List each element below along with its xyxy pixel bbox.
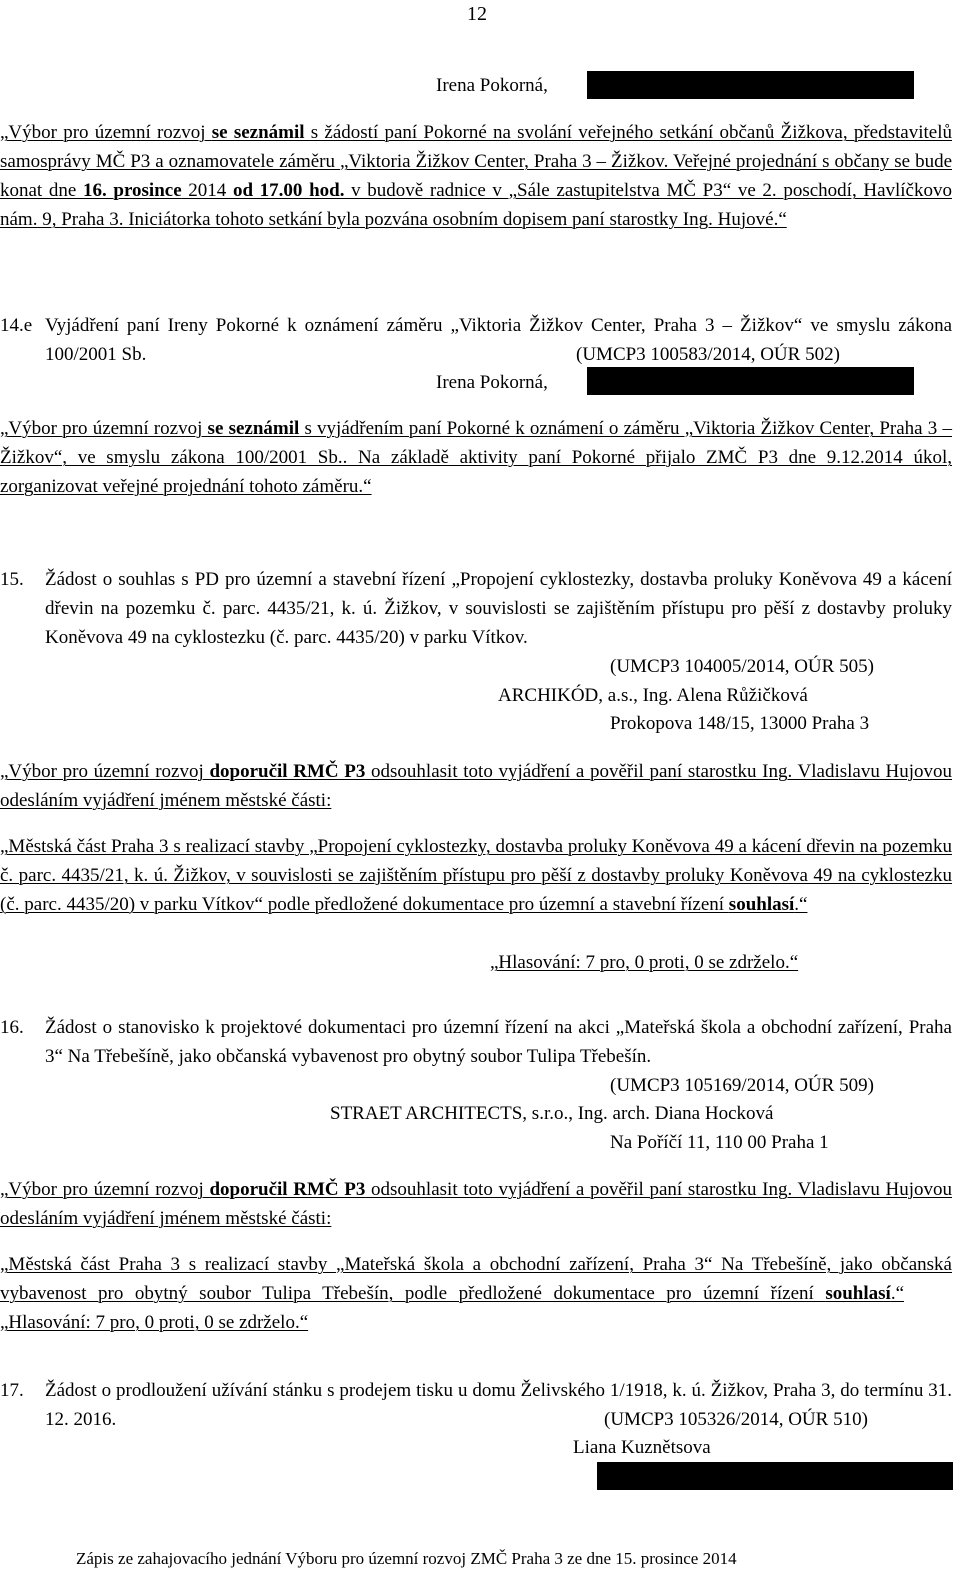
vote-result: „Hlasování: 7 pro, 0 proti, 0 se zdrželo.“ (0, 1312, 309, 1333)
statement-lead: „Městská část Praha 3 s realizací stavby „Mateřská škola a obchodní zařízení, Praha 3“ Na Třebešíně, jako občanská vybavenost pro obytný soubor Tulipa Třebešín, podle předložené dokumentace pro územní řízení (0, 1254, 952, 1304)
resolution-emphasis: se seznámil (211, 122, 305, 143)
item-title-text: Žádost o prodloužení užívání stánku s prodejem tisku u domu Želivského 1/1918, k. ú. Žižkov, Praha 3, do termínu 31. 12. 2016. (45, 1380, 952, 1430)
resolution-text (0, 1175, 952, 1233)
petitioner-name: Irena Pokorná, (436, 372, 548, 393)
statement-end: .“ (890, 1283, 904, 1304)
resolution-emphasis: od 17.00 hod. (232, 180, 345, 201)
redaction-bar (597, 1462, 953, 1490)
statement-verb: souhlasí (728, 894, 795, 915)
redaction-bar (587, 367, 914, 395)
applicant-address: Prokopova 148/15, 13000 Praha 3 (610, 713, 870, 734)
page-number: 12 (467, 3, 487, 25)
resolution-text (0, 757, 952, 815)
petitioner-name: Irena Pokorná, (436, 75, 548, 96)
statement-end: .“ (794, 894, 808, 915)
statement-text (0, 1250, 952, 1337)
statement-lead: „Městská část Praha 3 s realizací stavby „Propojení cyklostezky, dostavba proluky Koněvova 49 a kácení dřevin na pozemku č. parc. 4435/21, k. ú. Žižkov, v souvislosti se zajištěním přístupu pro pěší z dostavby proluky Koněvova 49 na cyklostezku (č. parc. 4435/20) v parku Vítkov“ podle předložené dokumentace pro územní a stavební řízení (0, 836, 952, 915)
applicant-name: STRAET ARCHITECTS, s.r.o., Ing. arch. Diana Hocková (330, 1103, 774, 1124)
item-number: 15. (0, 569, 24, 590)
resolution-verb: se seznámil (207, 418, 300, 439)
statement-text (0, 832, 952, 919)
reference-number: (UMCP3 105326/2014, OÚR 510) (604, 1409, 868, 1430)
resolution-rest: odsouhlasit toto vyjádření a pověřil paní starostku Ing. Vladislavu Hujovou odesláním vyjádření jménem městské části: (0, 761, 952, 811)
resolution-emphasis: 16. prosince (82, 180, 182, 201)
resolution-segment: v budově radnice v „Sále zastupitelstva MČ P3“ ve 2. poschodí, Havlíčkovo nám. 9, Praha 3. Iniciátorka tohoto setkání byla pozvána osobním dopisem paní starostky Ing. Hujové.“ (0, 180, 952, 230)
reference-number: (UMCP3 104005/2014, OÚR 505) (610, 656, 874, 677)
resolution-segment: s žádostí paní Pokorné na svolání veřejného setkání občanů Žižkova, představitelů samosprávy MČ P3 a oznamovatele záměru „Viktoria Žižkov Center, Praha 3 – Žižkov. Veřejné projednání s občany se bude konat dne (0, 122, 952, 201)
resolution-segment: 2014 (181, 180, 233, 201)
resolution-lead: „Výbor pro územní rozvoj (0, 1179, 210, 1200)
item-number: 17. (0, 1380, 24, 1401)
vote-result: „Hlasování: 7 pro, 0 proti, 0 se zdrželo.“ (490, 952, 799, 973)
redaction-bar (587, 71, 914, 99)
applicant-name: ARCHIKÓD, a.s., Ing. Alena Růžičková (498, 685, 808, 706)
item-number: 14.e (0, 315, 33, 336)
resolution-lead: „Výbor pro územní rozvoj (0, 761, 210, 782)
reference-number: (UMCP3 100583/2014, OÚR 502) (576, 344, 840, 365)
item-number: 16. (0, 1017, 24, 1038)
item-title (45, 1013, 952, 1071)
resolution-verb: doporučil RMČ P3 (209, 761, 366, 782)
resolution-lead: „Výbor pro územní rozvoj (0, 418, 208, 439)
resolution-text (0, 414, 952, 501)
resolution-text (0, 118, 952, 234)
item-title-text: Žádost o souhlas s PD pro územní a stavební řízení „Propojení cyklostezky, dostavba proluky Koněvova 49 a kácení dřevin na pozemku č. parc. 4435/21, k. ú. Žižkov, v souvislosti se zajištěním přístupu pro pěší z dostavby proluky Koněvova 49 na cyklostezku (č. parc. 4435/20) v parku Vítkov. (45, 569, 952, 648)
item-title-text: Vyjádření paní Ireny Pokorné k oznámení záměru „Viktoria Žižkov Center, Praha 3 – Žižkov“ ve smyslu zákona 100/2001 Sb. (45, 315, 952, 365)
item-title-text: Žádost o stanovisko k projektové dokumentaci pro územní řízení na akci „Mateřská škola a obchodní zařízení, Praha 3“ Na Třebešíně, jako občanská vybavenost pro obytný soubor Tulipa Třebešín. (45, 1017, 952, 1067)
page-footer: Zápis ze zahajovacího jednání Výboru pro územní rozvoj ZMČ Praha 3 ze dne 15. prosince 2014 (76, 1549, 737, 1568)
resolution-rest: s vyjádřením paní Pokorné k oznámení o záměru „Viktoria Žižkov Center, Praha 3 – Žižkov“, ve smyslu zákona 100/2001 Sb.. Na základě aktivity paní Pokorné přijalo ZMČ P3 dne 9.12.2014 úkol, zorganizovat veřejné projednání tohoto záměru.“ (0, 418, 952, 497)
resolution-rest: odsouhlasit toto vyjádření a pověřil paní starostku Ing. Vladislavu Hujovou odesláním vyjádření jménem městské části: (0, 1179, 952, 1229)
applicant-address: Na Poříčí 11, 110 00 Praha 1 (610, 1132, 829, 1153)
reference-number: (UMCP3 105169/2014, OÚR 509) (610, 1075, 874, 1096)
statement-verb: souhlasí (825, 1283, 891, 1304)
item-title (45, 565, 952, 652)
applicant-name: Liana Kuznětsova (573, 1437, 711, 1458)
resolution-verb: doporučil RMČ P3 (209, 1179, 366, 1200)
resolution-segment: „Výbor pro územní rozvoj (0, 122, 212, 143)
